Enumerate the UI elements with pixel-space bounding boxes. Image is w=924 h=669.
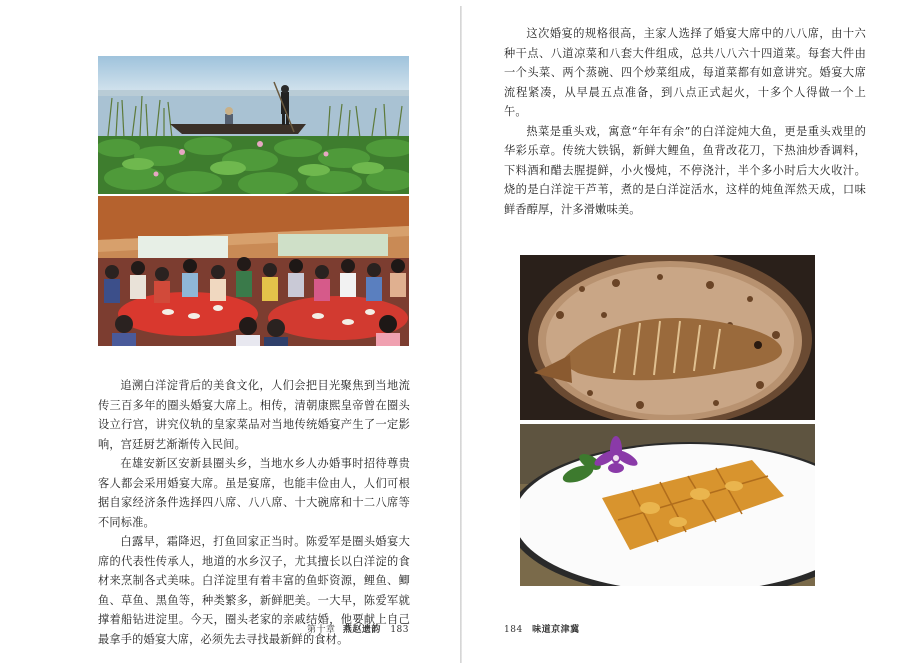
right-folio	[504, 622, 580, 635]
braised-fish-photo	[520, 255, 815, 420]
left-folio	[307, 622, 409, 635]
folio-title: 燕赵遗韵	[342, 625, 381, 635]
page-number: 183	[390, 625, 409, 635]
lake-boat-photo	[98, 56, 409, 194]
right-page-text	[504, 24, 866, 219]
fried-dish-photo	[520, 424, 815, 586]
banquet-crowd-photo	[98, 196, 409, 346]
paragraph: 追溯白洋淀背后的美食文化，人们会把目光聚焦到当地流传三百多年的圈头婚宴大席上。相传，清朝康熙皇帝曾在圈头设立行宫，讲究仪轨的皇家菜品对当地传统婚宴产生了一定影响，宫廷厨艺渐渐传入民间。	[98, 379, 410, 451]
page-number: 184	[504, 625, 523, 635]
paragraph: 这次婚宴的规格很高，主家人选择了婚宴大席中的八八席，由十六种干点、八道凉菜和八套大件组成，总共八八六十四道菜。每套大件由一个头菜、两个蒸碗、四个炒菜组成，每道菜都有如意讲究。婚宴大席流程紧凑，从早晨五点准备，到八点正式起火，十多个人得做一个上午。	[504, 27, 866, 118]
paragraph: 在雄安新区安新县圈头乡，当地水乡人办婚事时招待尊贵客人都会采用婚宴大席。虽是宴席，也能丰俭由人，人们可根据自家经济条件选择四八席、八八席、十大碗席和十二八席等不同标准。	[98, 457, 410, 529]
paragraph: 白露早，霜降迟，打鱼回家正当时。陈爱军是圈头婚宴大席的代表性传承人，地道的水乡汉子，尤其擅长以白洋淀的食材来烹制各式美味。白洋淀里有着丰富的鱼虾资源，鲤鱼、鲫鱼、草鱼、黑鱼等，种类繁多，新鲜肥美。一大早，陈爱军就撑着船钻进淀里。今天，圈头老家的亲戚结婚，他要献上自己最拿手的婚宴大席，必须先去寻找最新鲜的食材。	[98, 535, 410, 646]
folio-chapter: 第十章	[307, 625, 336, 635]
left-page-text	[98, 376, 410, 649]
page-gutter	[460, 6, 462, 663]
folio-title: 味道京津冀	[532, 625, 580, 635]
paragraph: 热菜是重头戏，寓意“年年有余”的白洋淀炖大鱼，更是重头戏里的华彩乐章。传统大铁锅，新鲜大鲤鱼，鱼背改花刀，下热油炒香调料，下料酒和醋去腥提鲜，小火慢炖，不停浇汁，半个多小时后大火收汁。烧的是白洋淀干芦苇，煮的是白洋淀活水，这样的炖鱼浑然天成，口味鲜香醇厚，汁多滑嫩味美。	[504, 124, 866, 216]
right-page	[463, 0, 924, 669]
